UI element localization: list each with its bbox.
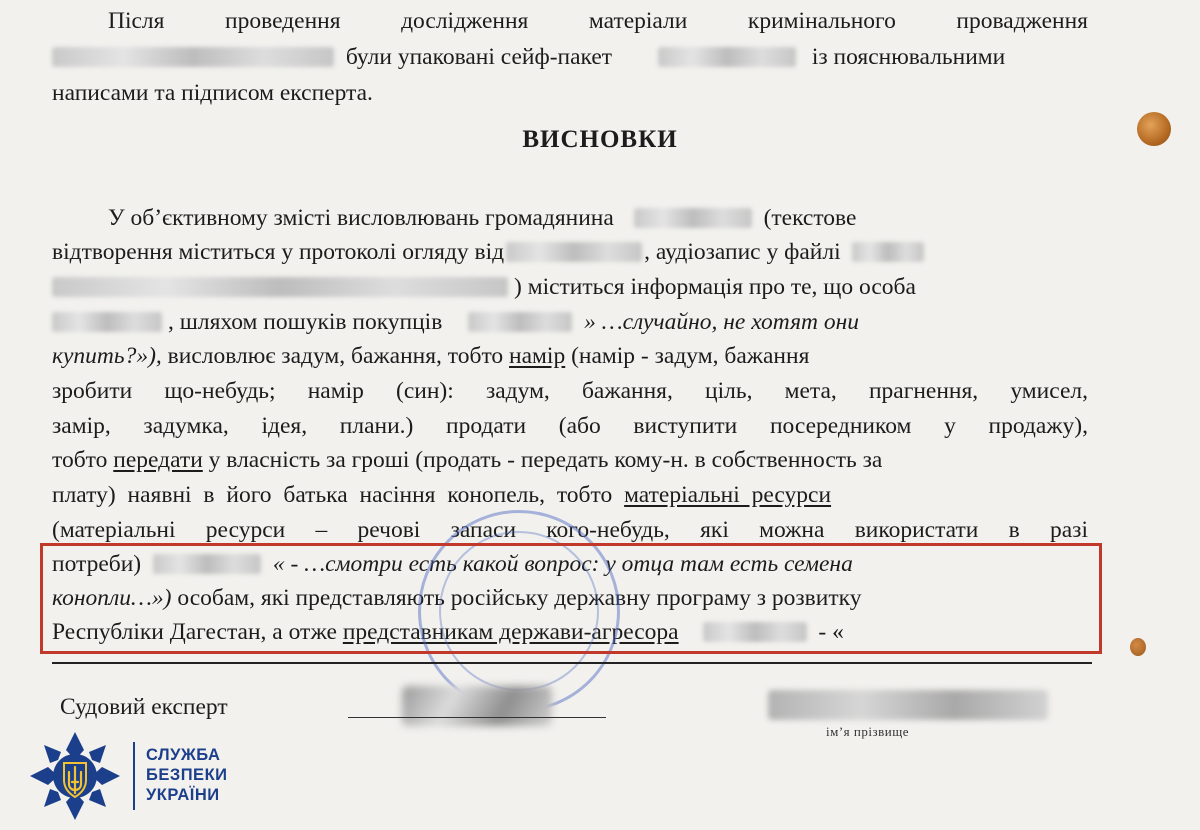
conclusion-text: ) міститься інформація про те, що особа xyxy=(514,274,916,300)
conclusion-line9 xyxy=(52,478,1088,512)
redacted-expert-name xyxy=(768,690,1048,720)
redacted-case-number xyxy=(52,47,334,67)
underlined-term: намір xyxy=(509,343,566,369)
pin-hole-bottom xyxy=(1130,638,1146,656)
conclusion-line8 xyxy=(52,443,1088,477)
wordmark-line1: СЛУЖБА xyxy=(146,746,221,764)
quote-italic: » …случайно, не хотят они xyxy=(584,309,859,335)
pin-hole-top xyxy=(1137,112,1171,146)
conclusion-text: (текстове xyxy=(763,205,857,231)
quote-italic: конопли…») xyxy=(52,585,172,611)
quote-italic: купить?»), xyxy=(52,343,162,369)
conclusion-text: , шляхом пошуків покупців xyxy=(168,309,443,335)
conclusion-text: висловлює задум, бажання, тобто xyxy=(167,343,504,369)
conclusion-line7: замір, задумка, ідея, плани.) продати (або виступити посередником у продажу), xyxy=(52,413,1088,439)
paragraph1-line3: написами та підписом експерта. xyxy=(52,80,373,106)
conclusion-text: особам, які представляють російську державну програму з розвитку xyxy=(177,585,862,611)
conclusion-text: У об’єктивному змісті висловлювань громадянина xyxy=(108,205,614,231)
conclusion-text: відтворення міститься у протоколі огляду від xyxy=(52,239,505,265)
wordmark-line2: БЕЗПЕКИ xyxy=(146,766,228,784)
redacted-package-number xyxy=(658,47,796,67)
conclusions-heading: ВИСНОВКИ xyxy=(522,126,678,153)
paragraph1-line1: Після проведення дослідження матеріали кримінального провадження xyxy=(108,8,1088,34)
conclusion-text: тобто xyxy=(52,447,108,473)
wordmark-line3: УКРАЇНИ xyxy=(146,786,220,804)
paragraph1-text-end: із пояснювальними xyxy=(811,44,1006,70)
conclusion-line3 xyxy=(52,270,1088,304)
underlined-term: представникам держави-агресора xyxy=(342,619,679,645)
redacted-filename xyxy=(52,277,508,297)
redacted-filename-start xyxy=(852,242,924,262)
conclusion-line4 xyxy=(52,305,1088,339)
highlight-box xyxy=(40,543,1102,654)
conclusion-line2 xyxy=(52,235,1088,269)
quote-italic: « - …смотри есть какой вопрос: у отца там есть семена xyxy=(272,551,853,577)
expert-role: Судовий експерт xyxy=(60,694,228,720)
redacted-signature xyxy=(402,686,552,726)
conclusion-text: , аудіозапис у файлі xyxy=(644,239,841,265)
paragraph1-line2 xyxy=(52,40,1088,74)
name-caption: ім’я прізвище xyxy=(826,724,909,739)
logo-separator xyxy=(133,742,135,810)
conclusion-text: - « xyxy=(818,619,844,645)
redacted-person-name xyxy=(52,312,162,332)
conclusion-line1 xyxy=(52,201,1088,235)
underlined-term: передати xyxy=(113,447,203,473)
redacted-buyer-name xyxy=(468,312,572,332)
paragraph1-text: були упаковані сейф-пакет xyxy=(345,44,613,70)
divider-line xyxy=(52,662,1092,664)
conclusion-line6: зробити що-небудь; намір (син): задум, бажання, ціль, мета, прагнення, умисел, xyxy=(52,378,1088,404)
signature-line xyxy=(348,717,606,718)
sbu-shield-icon xyxy=(28,730,122,822)
conclusion-line10: (матеріальні ресурси – речові запаси кого-небудь, які можна використати в разі xyxy=(52,517,1088,543)
sbu-wordmark xyxy=(146,745,228,805)
conclusion-text: (намір - задум, бажання xyxy=(571,343,810,369)
conclusion-text: Республіки Дагестан, а отже xyxy=(52,619,337,645)
redacted-date xyxy=(506,242,642,262)
underlined-term: матеріальні ресурси xyxy=(624,482,832,508)
conclusion-line5 xyxy=(52,339,1088,373)
conclusion-text: потреби) xyxy=(52,551,142,577)
conclusion-text: у власність за гроші (продать - передать кому-н. в собственность за xyxy=(208,447,883,473)
redacted-citizen-name xyxy=(634,208,752,228)
conclusion-text: плату) наявні в його батька насіння конопель, тобто xyxy=(52,482,613,508)
